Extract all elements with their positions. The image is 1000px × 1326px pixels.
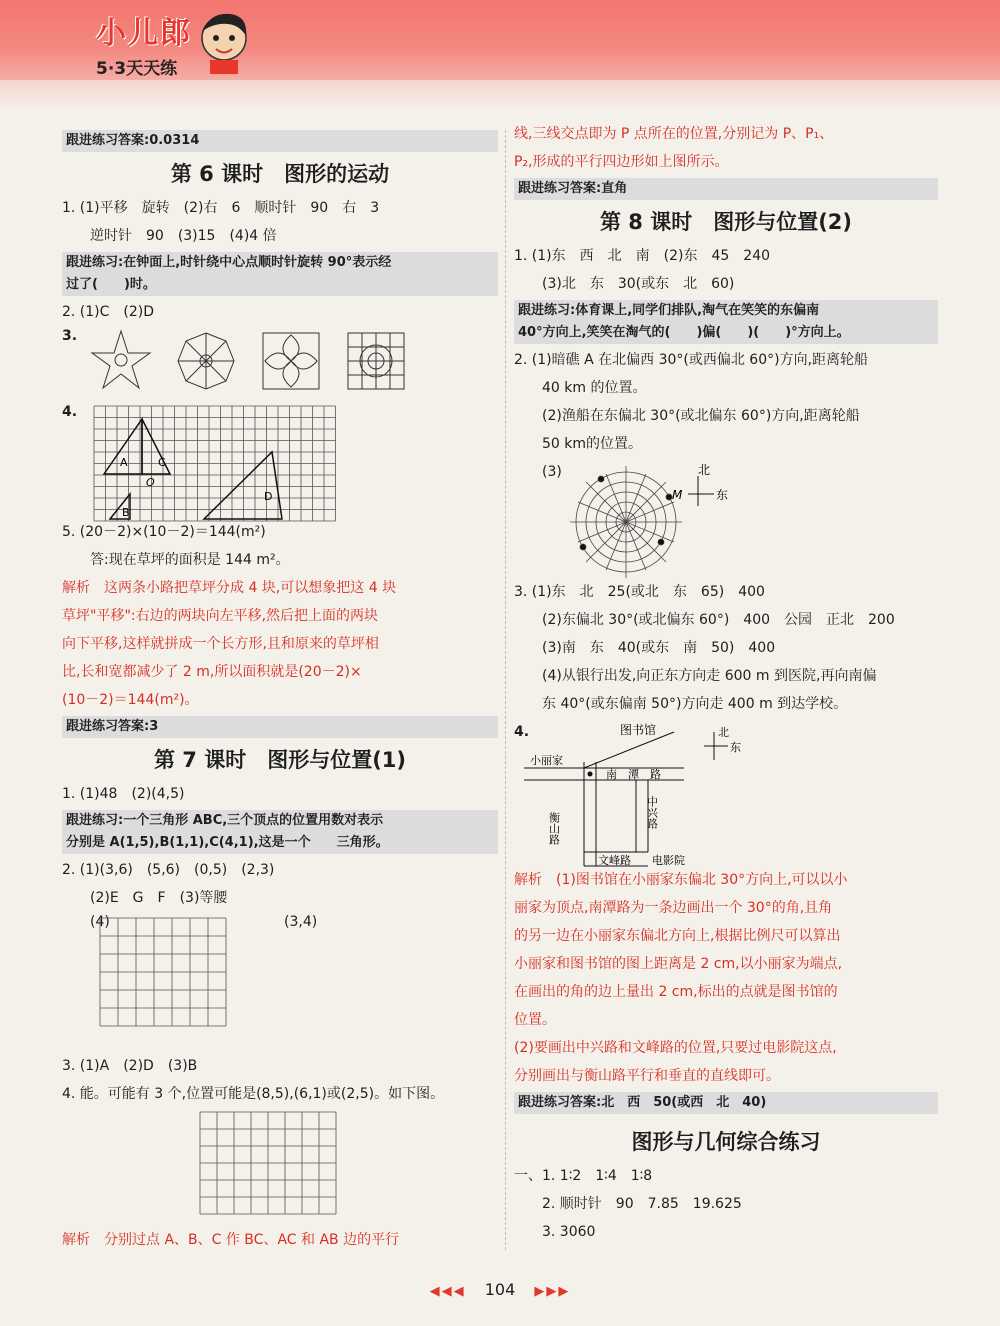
answer-line: 5. (20－2)×(10－2)＝144(m²): [62, 524, 266, 540]
answer-line: 3. (1)东 北 25(或北 东 65) 400: [514, 584, 765, 600]
section-title: 图形与几何综合练习: [631, 1130, 821, 1154]
answer-line: 3. 3060: [542, 1224, 596, 1240]
polar-figure: [568, 464, 828, 584]
grid-label: B: [122, 506, 130, 519]
answer-line: 1. (1)48 (2)(4,5): [62, 786, 185, 802]
section-title: 第 7 课时 图形与位置(1): [153, 748, 407, 772]
followup-answer: 跟进练习答案:3: [62, 716, 498, 738]
answer-line: 答:现在草坪的面积是 144 m²。: [90, 552, 290, 568]
answer-line: (3)北 东 30(或东 北 60): [542, 276, 735, 292]
street-map: [524, 722, 784, 870]
next-arrows-icon[interactable]: ▶▶▶: [534, 1284, 571, 1299]
analysis-line: P₂,形成的平行四边形如上图所示。: [514, 154, 729, 170]
hengshan-label: 衡山路: [547, 812, 561, 845]
page-footer: [0, 1280, 1000, 1299]
parallelogram-row: [62, 1108, 498, 1226]
pattern-row: 3.: [62, 326, 498, 398]
prev-arrows-icon[interactable]: ◀◀◀: [429, 1284, 466, 1299]
brand-subtitle: 5·3天天练: [96, 59, 178, 79]
analysis-line: 解析 (1)图书馆在小丽家东偏北 30°方向上,可以以小: [514, 872, 848, 888]
section-title: 第 8 课时 图形与位置(2): [599, 210, 853, 234]
grid-label: A: [120, 456, 128, 469]
wenfeng-label: 文峰路: [598, 854, 631, 867]
analysis-line: (2)要画出中兴路和文峰路的位置,只要过电影院这点,: [514, 1040, 837, 1056]
analysis-line: 分别画出与衡山路平行和垂直的直线即可。: [514, 1068, 780, 1084]
zhongxing-label: 中兴路: [645, 796, 659, 829]
cinema-label: 电影院: [652, 854, 685, 867]
answer-line: 3. (1)A (2)D (3)B: [62, 1058, 198, 1074]
analysis-line: 解析 这两条小路把草坪分成 4 块,可以想象把这 4 块: [62, 580, 397, 596]
answer-line: 2. (1)C (2)D: [62, 304, 155, 320]
grid-label: C: [158, 456, 166, 469]
analysis-line: 位置。: [514, 1012, 556, 1028]
followup-answer: 跟进练习答案:0.0314: [62, 130, 498, 152]
answer-line: 2. 顺时针 90 7.85 19.625: [542, 1196, 742, 1212]
followup-answer: 跟进练习答案:北 西 50(或西 北 40): [514, 1092, 938, 1114]
right-column: [514, 120, 938, 1246]
brand-title: 小儿郎: [96, 16, 192, 51]
answer-line: 2. (1)(3,6) (5,6) (0,5) (2,3): [62, 862, 275, 878]
followup-exercise: 跟进练习:体育课上,同学们排队,淘气在笑笑的东偏南 40°方向上,笑笑在淘气的( )偏( )( )°方向上。: [514, 300, 938, 344]
analysis-line: 草坪"平移":右边的两块向左平移,然后把上面的两块: [62, 608, 379, 624]
grid-figure-row: 4. A C O B D: [62, 398, 498, 518]
grid-label: D: [264, 490, 273, 503]
answer-line: 东 40°(或东偏南 50°)方向走 400 m 到达学校。: [542, 696, 848, 712]
east-label: 东: [716, 488, 729, 502]
coordinate-grid: [82, 912, 262, 1052]
answer-line: (3)南 东 40(或东 南 50) 400: [542, 640, 776, 656]
answer-line: (2)E G F (3)等腰: [90, 890, 228, 906]
analysis-line: 线,三线交点即为 P 点所在的位置,分别记为 P、P₁、: [514, 126, 834, 142]
grid-label: O: [146, 476, 155, 489]
answer-line: (4)从银行出发,向正东方向走 600 m 到医院,再向南偏: [542, 668, 877, 684]
answer-line: 40 km 的位置。: [542, 380, 647, 396]
translation-grid: [92, 404, 392, 524]
answer-line: 逆时针 90 (3)15 (4)4 倍: [90, 228, 277, 244]
analysis-line: 丽家为顶点,南潭路为一条边画出一个 30°的角,且角: [514, 900, 833, 916]
library-label: 图书馆: [620, 723, 657, 737]
answer-line: 50 km的位置。: [542, 436, 643, 452]
coordinate-row: (4) (3,4): [62, 912, 498, 1052]
north-label: 北: [718, 726, 729, 739]
answer-line: 4. 能。可能有 3 个,位置可能是(8,5),(6,1)或(2,5)。如下图。: [62, 1086, 445, 1102]
left-column: [62, 128, 498, 1254]
analysis-line: 解析 分别过点 A、B、C 作 BC、AC 和 AB 边的平行: [62, 1232, 400, 1248]
analysis-line: 比,长和宽都减少了 2 m,所以面积就是(20－2)×: [62, 664, 362, 680]
nantan-label: 南 潭 路: [606, 768, 661, 781]
m-label: M: [672, 488, 683, 502]
answer-line: 一、1. 1∶2 1∶4 1∶8: [514, 1168, 653, 1184]
analysis-line: 的另一边在小丽家东偏北方向上,根据比例尺可以算出: [514, 928, 841, 944]
answer-line: (2)渔船在东偏北 30°(或北偏东 60°)方向,距离轮船: [542, 408, 860, 424]
analysis-line: 小丽家和图书馆的图上距离是 2 cm,以小丽家为端点,: [514, 956, 843, 972]
followup-answer: 跟进练习答案:直角: [514, 178, 938, 200]
analysis-line: 向下平移,这样就拼成一个长方形,且和原来的草坪相: [62, 636, 379, 652]
column-divider: [505, 130, 507, 1250]
answer-line: (2)东偏北 30°(或北偏东 60°) 400 公园 正北 200: [542, 612, 895, 628]
east-label: 东: [730, 741, 741, 754]
north-label: 北: [698, 464, 711, 477]
xiaoli-label: 小丽家: [530, 754, 563, 767]
parallelogram-grid: [182, 1108, 362, 1226]
map-row: 4. 图书馆 小丽家 南 潭 路 衡山路 中兴路 文峰路 电影院 北 东: [514, 718, 938, 866]
answer-line: 1. (1)平移 旋转 (2)右 6 顺时针 90 右 3: [62, 200, 380, 216]
followup-exercise: 跟进练习:在钟面上,时针绕中心点顺时针旋转 90°表示经 过了( )时。: [62, 252, 498, 296]
pattern-figures: [86, 326, 486, 396]
analysis-line: (10－2)＝144(m²)。: [62, 692, 199, 708]
section-title: 第 6 课时 图形的运动: [170, 162, 390, 186]
mascot-icon: [190, 8, 258, 74]
brand-logo: [96, 8, 192, 79]
page-number: 104: [484, 1280, 516, 1299]
analysis-line: 在画出的角的边上量出 2 cm,标出的点就是图书馆的: [514, 984, 838, 1000]
followup-exercise: 跟进练习:一个三角形 ABC,三个顶点的位置用数对表示 分别是 A(1,5),B(1,1),C(4,1),这是一个 三角形。: [62, 810, 498, 854]
compass-row: (3) 北 东 M: [514, 458, 938, 578]
answer-line: 1. (1)东 西 北 南 (2)东 45 240: [514, 248, 771, 264]
answer-line: 2. (1)暗礁 A 在北偏西 30°(或西偏北 60°)方向,距离轮船: [514, 352, 869, 368]
